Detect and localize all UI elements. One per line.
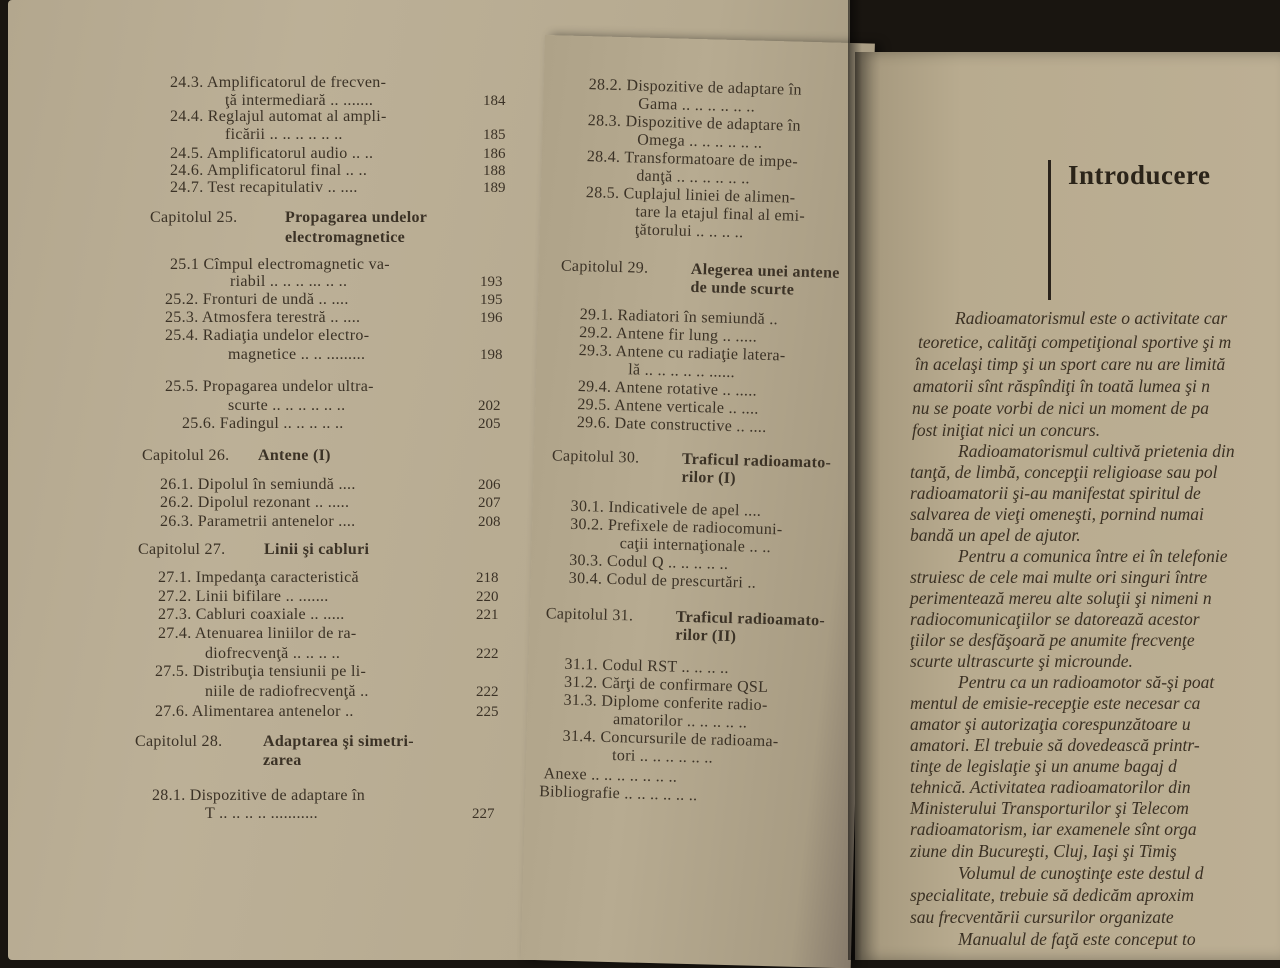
left_toc-entry: scurte .. .. .. .. .. ..	[228, 397, 346, 414]
intro-text-line: Manualul de faţă este conceput to	[958, 929, 1196, 949]
mid_toc-entry: tori .. .. .. .. .. ..	[611, 747, 714, 767]
left_toc-entry: 27.1. Impedanţa caracteristică	[158, 569, 359, 586]
left_toc-entry: 27.3. Cabluri coaxiale .. .....	[158, 606, 345, 623]
left_toc-page-number: 186	[483, 146, 506, 162]
mid_toc-entry: Gama .. .. .. .. .. ..	[638, 95, 756, 116]
intro-text-line: amatorii sînt răspîndiţi în toată lumea şi n	[913, 376, 1211, 396]
mid_toc-entry: 29.6. Date constructive .. ....	[576, 413, 767, 436]
left_toc-page-number: 222	[476, 684, 499, 700]
intro-text-line: radioamatorii şi-au manifestat spiritul de	[910, 483, 1201, 503]
left_toc-entry: T .. .. .. .. ...........	[205, 805, 318, 822]
left_toc-entry: 25.1 Cîmpul electromagnetic va-	[170, 256, 390, 273]
left_toc-entry: ţă intermediară .. .......	[225, 92, 374, 109]
mid_toc-entry: 29.2. Antene fir lung .. .....	[579, 324, 758, 346]
left_toc-entry: 26.2. Dipolul rezonant .. .....	[160, 494, 350, 511]
chapter-title: Introducere	[1068, 160, 1211, 190]
mid_toc-entry: Traficul radioamato-	[681, 450, 832, 472]
left_toc-page-number: 220	[476, 589, 499, 605]
left_toc-entry: 26.1. Dipolul în semiundă ....	[160, 476, 356, 493]
left_toc-entry: diofrecvenţă .. .. .. ..	[205, 645, 341, 662]
mid_toc-entry: caţii internaţionale .. ..	[619, 535, 772, 557]
mid_toc-entry: 29.1. Radiatori în semiundă ..	[579, 306, 779, 329]
intro-text-line: Ministerului Transporturilor şi Telecom	[910, 798, 1189, 818]
left_toc-page-number: 222	[476, 646, 499, 662]
mid_toc-entry: 31.3. Diplome conferite radio-	[563, 691, 768, 715]
intro-text-line: tinţe de legislaţie şi un anume bagaj d	[910, 756, 1177, 776]
left_toc-entry: riabil .. .. .. ... .. ..	[230, 273, 348, 290]
left_toc-entry: 27.4. Atenuarea liniilor de ra-	[158, 625, 357, 642]
left_toc-entry: 24.4. Reglajul automat al ampli-	[170, 108, 387, 125]
intro-text-line: radiocomunicaţiilor se datorează acestor	[910, 609, 1200, 629]
left_toc-entry: Capitolul 25.	[150, 209, 238, 226]
intro-text-line: scurte ultrascurte şi microunde.	[910, 651, 1133, 671]
left_toc-entry: 27.5. Distribuţia tensiunii pe li-	[155, 663, 367, 680]
left_toc-page-number: 206	[478, 477, 501, 493]
intro-text-line: nu se poate vorbi de nici un moment de pa	[912, 398, 1209, 418]
left_toc-page-number: 218	[476, 570, 499, 586]
mid_toc-entry: Capitolul 30.	[551, 447, 640, 467]
left_toc-entry: electromagnetice	[285, 229, 405, 246]
mid_toc-entry: 30.2. Prefixele de radiocomuni-	[569, 515, 783, 539]
mid_toc-entry: Omega .. .. .. .. .. ..	[637, 131, 763, 152]
left_toc-entry: Adaptarea şi simetri-	[263, 733, 414, 750]
left_toc-page-number: 207	[478, 495, 501, 511]
mid_toc-entry: Anexe .. .. .. .. .. .. ..	[543, 765, 678, 786]
mid_toc-entry: Capitolul 29.	[560, 257, 649, 277]
mid_toc-entry: danţă .. .. .. .. .. ..	[636, 167, 751, 188]
mid_toc-entry: amatorilor .. .. .. .. ..	[612, 711, 748, 732]
intro-text-line: tanţă, de limbă, concepţii religioase sau pol	[910, 462, 1218, 482]
left_toc-entry: 24.3. Amplificatorul de frecven-	[170, 74, 387, 91]
mid_toc-entry: 29.4. Antene rotative .. .....	[577, 377, 758, 400]
intro-text-line: specialitate, trebuie să dedicăm aproxim	[910, 885, 1194, 905]
left_toc-entry: ficării .. .. .. .. .. ..	[225, 126, 343, 143]
left_toc-entry: Antene (I)	[258, 447, 331, 464]
left_toc-entry: magnetice .. .. .........	[228, 346, 366, 363]
mid_toc-entry: tare la etajul final al emi-	[635, 203, 806, 225]
intro-text-line: teoretice, calităţi competiţional sportive şi m	[918, 332, 1232, 352]
mid_toc-entry: Traficul radioamato-	[675, 608, 826, 630]
left_toc-page-number: 196	[480, 310, 503, 326]
intro-text-line: mentul de emisie-recepţie este necesar ca	[910, 693, 1201, 713]
left_toc-page-number: 208	[478, 514, 501, 530]
intro-text-line: ziune din Bucureşti, Cluj, Iaşi şi Timiş	[910, 841, 1177, 861]
mid_toc-entry: 31.4. Concursurile de radioama-	[562, 727, 779, 751]
left_toc-page-number: 205	[478, 416, 501, 432]
intro-text-line: Pentru a comunica între ei în telefonie	[958, 546, 1228, 566]
left_toc-page-number: 221	[476, 607, 499, 623]
left_toc-entry: 25.6. Fadingul .. .. .. .. ..	[182, 415, 344, 432]
left_toc-page-number: 184	[483, 93, 506, 109]
intro-text-line: amator şi autorizaţia corespunzătoare u	[910, 714, 1191, 734]
intro-text-line: salvarea de vieţi omeneşti, pornind numai	[910, 504, 1204, 524]
intro-text-line: Radioamatorismul este o activitate car	[955, 308, 1228, 328]
left_toc-entry: 26.3. Parametrii antenelor ....	[160, 513, 356, 530]
intro-text-line: struiesc de cele mai multe ori singuri între	[910, 567, 1208, 587]
mid_toc-entry: Capitolul 31.	[545, 605, 634, 625]
mid_toc-entry: 28.3. Dispozitive de adaptare în	[587, 112, 802, 135]
left_toc-entry: 25.2. Fronturi de undă .. ....	[165, 291, 349, 308]
mid_toc-entry: 30.1. Indicativele de apel ....	[570, 497, 762, 520]
intro-text-line: radioamatorism, iar examenele sînt orga	[910, 819, 1197, 839]
left_toc-entry: Propagarea undelor	[285, 209, 428, 226]
left_toc-entry: Linii şi cabluri	[264, 541, 370, 558]
left_toc-page-number: 188	[483, 163, 506, 179]
left_toc-entry: niile de radiofrecvenţă ..	[205, 683, 369, 700]
intro-text-line: ţiilor se desfăşoară pe anumite frecvenţe	[910, 630, 1195, 650]
left_toc-entry: zarea	[263, 752, 302, 769]
left_toc-entry: Capitolul 28.	[135, 733, 223, 750]
intro-text-line: Radioamatorismul cultivă prietenia din	[958, 441, 1235, 461]
mid_toc-entry: rilor (II)	[675, 626, 737, 646]
left_toc-page-number: 195	[480, 292, 503, 308]
mid_toc-entry: 29.5. Antene verticale .. ....	[577, 395, 759, 418]
intro-text-line: în acelaşi timp şi un sport care nu are limită	[915, 354, 1226, 374]
left_toc-entry: 24.5. Amplificatorul audio .. ..	[170, 145, 374, 162]
left_toc-page-number: 225	[476, 704, 499, 720]
left_toc-page-number: 198	[480, 347, 503, 363]
left_toc-entry: 24.7. Test recapitulativ .. ....	[170, 179, 358, 196]
left_toc-entry: Capitolul 27.	[138, 541, 226, 558]
mid_toc-entry: de unde scurte	[690, 278, 795, 299]
left_toc-entry: 27.2. Linii bifilare .. .......	[158, 588, 329, 605]
mid_toc-entry: 30.3. Codul Q .. .. .. .. ..	[569, 551, 729, 573]
left_toc-entry: Capitolul 26.	[142, 447, 230, 464]
left_toc-page-number: 227	[472, 806, 495, 822]
intro-text-line: perimentează mereu alte soluţii şi nimeni n	[910, 588, 1212, 608]
mid_toc-entry: 28.4. Transformatoare de impe-	[586, 148, 799, 171]
left_toc-entry: 27.6. Alimentarea antenelor ..	[155, 703, 354, 720]
left_toc-entry: 24.6. Amplificatorul final .. ..	[170, 162, 368, 179]
title-rule	[1048, 160, 1051, 300]
left_toc-entry: 25.4. Radiaţia undelor electro-	[165, 327, 370, 344]
mid_toc-entry: 30.4. Codul de prescurtări ..	[568, 569, 757, 592]
intro-text-line: Pentru ca un radioamotor să-şi poat	[958, 672, 1215, 692]
mid_toc-entry: Bibliografie .. .. .. .. .. ..	[538, 783, 698, 805]
intro-text-line: tehnică. Activitatea radioamatorilor din	[910, 777, 1191, 797]
left_toc-entry: 25.5. Propagarea undelor ultra-	[165, 378, 374, 395]
mid_toc-entry: 31.2. Cărţi de confirmare QSL	[563, 673, 769, 697]
spine-shadow	[848, 0, 862, 960]
intro-text-line: bandă un apel de ajutor.	[910, 525, 1081, 545]
left_toc-page-number: 189	[483, 180, 506, 196]
left_toc-page-number: 202	[478, 398, 501, 414]
mid_toc-entry: 28.2. Dispozitive de adaptare în	[588, 76, 802, 99]
mid_toc-entry: 28.5. Cuplajul liniei de alimen-	[585, 184, 796, 207]
left_toc-entry: 25.3. Atmosfera terestră .. ....	[165, 309, 361, 326]
left_toc-entry: 28.1. Dispozitive de adaptare în	[152, 787, 366, 804]
mid_toc-entry: rilor (I)	[681, 468, 737, 488]
intro-text-line: amatori. El trebuie să dovedească printr-	[910, 735, 1200, 755]
middle-page	[521, 35, 875, 968]
intro-text-line: sau frecventării cursurilor organizate	[910, 907, 1174, 927]
intro-text-line: fost iniţiat nici un concurs.	[912, 420, 1101, 440]
mid_toc-entry: 31.1. Codul RST .. .. .. ..	[564, 655, 729, 678]
mid_toc-entry: 29.3. Antene cu radiaţie latera-	[578, 341, 786, 365]
mid_toc-entry: lă .. .. .. .. .. ......	[628, 361, 736, 382]
left_toc-page-number: 185	[483, 127, 506, 143]
mid_toc-entry: Alegerea unei antene	[690, 260, 840, 282]
left_toc-page-number: 193	[480, 274, 503, 290]
mid_toc-entry: ţătorului .. .. .. ..	[634, 221, 744, 242]
intro-text-line: Volumul de cunoştinţe este destul d	[958, 863, 1204, 883]
